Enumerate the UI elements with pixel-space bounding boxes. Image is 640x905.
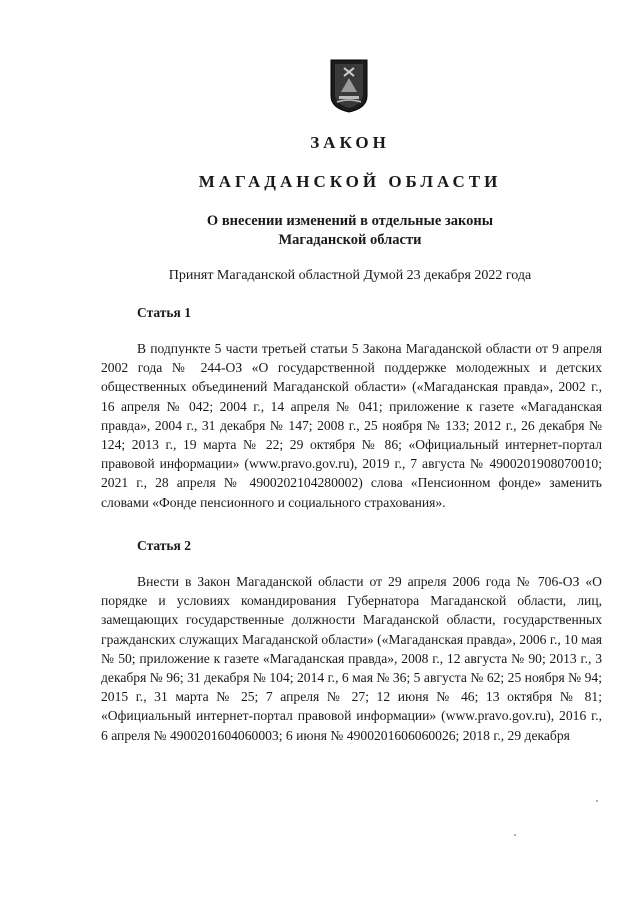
region-title: МАГАДАНСКОЙ ОБЛАСТИ <box>198 172 502 191</box>
article-2-text: Внести в Закон Магаданской области от 29 апреля 2006 года № 706-ОЗ «О порядке и условиях командирования Губернатора Магаданской области, лиц, замещающих государственные должности Магаданской области, государственных гражданских служащих Магаданской области» («Магаданская правда», 2006 г., 10 мая № 50; приложение к газете «Магаданская правда», 2008 г., 12 августа № 90; 2013 г., 3 декабря № 96; 31 декабря № 104; 2014 г., 6 мая № 36; 5 августа № 62; 25 ноября № 94; 2015 г., 31 марта № 25; 7 апреля № 27; 12 июня № 46; 13 октября № 81; «Официальный интернет-портал правовой информации» (www.pravo.gov.ru), 2016 г., 6 апреля № 4900201604060003; 6 июня № 4900201606060026; 2018 г., 29 декабря <box>101 574 602 743</box>
law-title: ЗАКОН <box>310 133 390 152</box>
scan-speck <box>596 800 598 802</box>
article-1-heading: Статья 1 <box>137 305 191 320</box>
scan-speck <box>514 834 516 836</box>
article-1-text: В подпункте 5 части третьей статьи 5 Закона Магаданской области от 9 апреля 2002 года № 244-ОЗ «О государственной поддержке молодежных и детских общественных объединений Магаданской области» («Магаданская правда», 2002 г., 16 апреля № 042; 2004 г., 14 апреля № 041; приложение к газете «Магаданская правда», 2004 г., 31 декабря № 147; 2008 г., 25 ноября № 133; 2012 г., 26 декабря № 124; 2013 г., 19 марта № 22; 29 октября № 86; «Официальный интернет-портал правовой информации» (www.pravo.gov.ru), 2019 г., 7 августа № 4900201908070010; 2021 г., 28 апреля № 4900202104280002) слова «Пенсионном фонде» заменить словами «Фонде пенсионного и социального страхования». <box>101 341 602 510</box>
coat-of-arms-emblem-icon <box>329 58 369 114</box>
article-2-heading: Статья 2 <box>137 538 191 553</box>
adoption-note: Принят Магаданской областной Думой 23 декабря 2022 года <box>168 268 532 283</box>
subtitle-line-1: О внесении изменений в отдельные законы <box>206 213 494 229</box>
subtitle-line-2: Магаданской области <box>278 232 422 248</box>
law-subtitle <box>0 212 640 250</box>
